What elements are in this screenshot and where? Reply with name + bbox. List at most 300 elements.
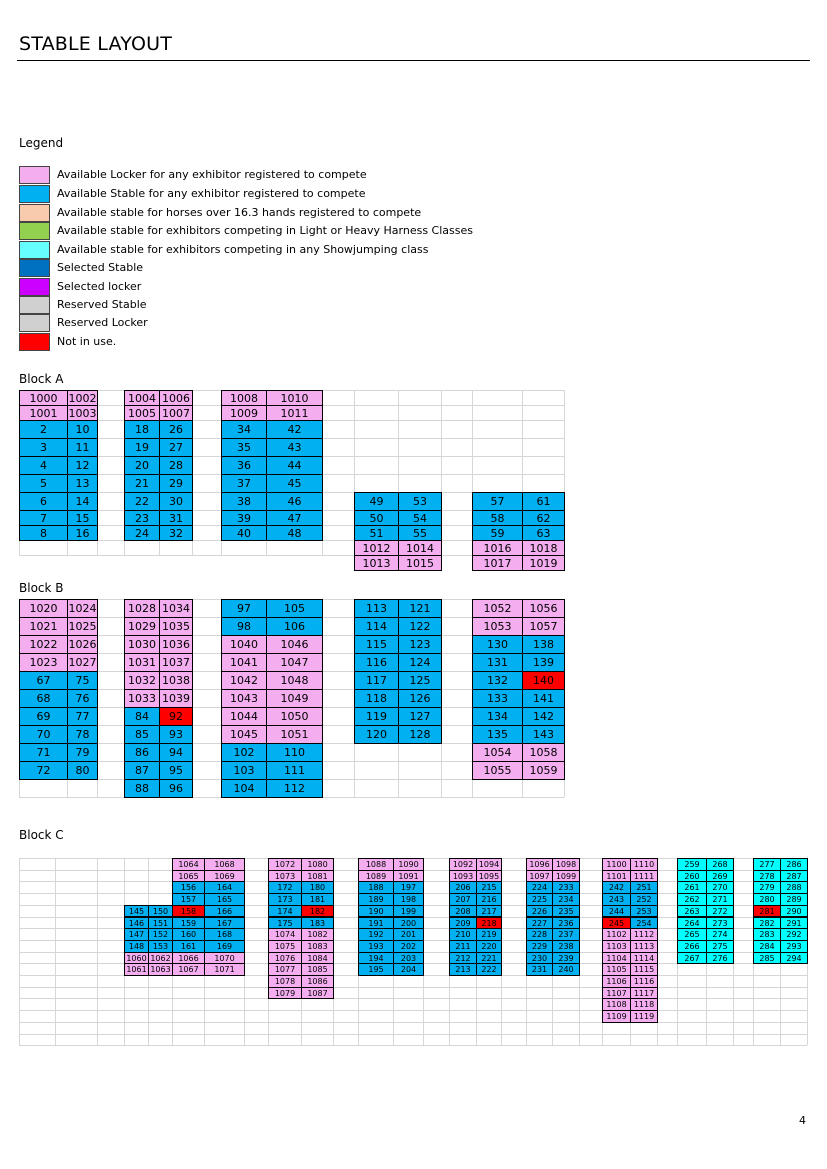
stable-254[interactable]: 254 bbox=[630, 917, 658, 930]
stable-278[interactable]: 278 bbox=[753, 870, 781, 883]
stable-13[interactable]: 13 bbox=[67, 474, 98, 493]
stable-122[interactable]: 122 bbox=[398, 617, 442, 636]
stable-40[interactable]: 40 bbox=[221, 525, 267, 541]
locker-1049[interactable]: 1049 bbox=[266, 689, 323, 708]
stable-143[interactable]: 143 bbox=[522, 725, 565, 744]
stable-293[interactable]: 293 bbox=[780, 940, 808, 953]
stable-226[interactable]: 226 bbox=[526, 905, 553, 918]
locker-1093[interactable]: 1093 bbox=[449, 870, 477, 883]
locker-1016[interactable]: 1016 bbox=[472, 540, 523, 556]
stable-128[interactable]: 128 bbox=[398, 725, 442, 744]
locker-1090[interactable]: 1090 bbox=[393, 858, 424, 871]
locker-1115[interactable]: 1115 bbox=[630, 963, 658, 976]
locker-1098[interactable]: 1098 bbox=[552, 858, 580, 871]
stable-182[interactable]: 182 bbox=[301, 905, 334, 918]
stable-224[interactable]: 224 bbox=[526, 881, 553, 894]
locker-1047[interactable]: 1047 bbox=[266, 653, 323, 672]
locker-1076[interactable]: 1076 bbox=[268, 952, 302, 965]
stable-265[interactable]: 265 bbox=[677, 928, 707, 941]
stable-276[interactable]: 276 bbox=[706, 952, 734, 965]
stable-287[interactable]: 287 bbox=[780, 870, 808, 883]
locker-1073[interactable]: 1073 bbox=[268, 870, 302, 883]
stable-195[interactable]: 195 bbox=[358, 963, 394, 976]
stable-62[interactable]: 62 bbox=[522, 510, 565, 526]
stable-146[interactable]: 146 bbox=[124, 917, 149, 930]
stable-202[interactable]: 202 bbox=[393, 940, 424, 953]
stable-159[interactable]: 159 bbox=[172, 917, 205, 930]
stable-290[interactable]: 290 bbox=[780, 905, 808, 918]
stable-219[interactable]: 219 bbox=[476, 928, 502, 941]
stable-34[interactable]: 34 bbox=[221, 420, 267, 439]
stable-132[interactable]: 132 bbox=[472, 671, 523, 690]
stable-71[interactable]: 71 bbox=[19, 743, 68, 762]
stable-259[interactable]: 259 bbox=[677, 858, 707, 871]
locker-1003[interactable]: 1003 bbox=[68, 407, 97, 420]
locker-1087[interactable]: 1087 bbox=[301, 987, 334, 1000]
stable-18[interactable]: 18 bbox=[124, 420, 160, 439]
stable-140[interactable]: 140 bbox=[522, 671, 565, 690]
locker-1026[interactable]: 1026 bbox=[67, 635, 98, 654]
stable-93[interactable]: 93 bbox=[159, 725, 193, 744]
stable-266[interactable]: 266 bbox=[677, 940, 707, 953]
stable-212[interactable]: 212 bbox=[449, 952, 477, 965]
stable-102[interactable]: 102 bbox=[221, 743, 267, 762]
stable-289[interactable]: 289 bbox=[780, 893, 808, 906]
stable-148[interactable]: 148 bbox=[124, 940, 149, 953]
stable-2[interactable]: 2 bbox=[19, 420, 68, 439]
locker-1025[interactable]: 1025 bbox=[67, 617, 98, 636]
locker-1043[interactable]: 1043 bbox=[221, 689, 267, 708]
locker-1096[interactable]: 1096 bbox=[526, 858, 553, 871]
stable-191[interactable]: 191 bbox=[358, 917, 394, 930]
locker-1106[interactable]: 1106 bbox=[602, 975, 631, 988]
locker-1014[interactable]: 1014 bbox=[398, 540, 442, 556]
stable-156[interactable]: 156 bbox=[172, 881, 205, 894]
locker-1065[interactable]: 1065 bbox=[172, 870, 205, 883]
stable-286[interactable]: 286 bbox=[780, 858, 808, 871]
stable-220[interactable]: 220 bbox=[476, 940, 502, 953]
stable-279[interactable]: 279 bbox=[753, 881, 781, 894]
stable-105[interactable]: 105 bbox=[266, 599, 323, 618]
locker-1055[interactable]: 1055 bbox=[472, 761, 523, 780]
locker-1089[interactable]: 1089 bbox=[358, 870, 394, 883]
stable-215[interactable]: 215 bbox=[476, 881, 502, 894]
stable-261[interactable]: 261 bbox=[677, 881, 707, 894]
locker-1099[interactable]: 1099 bbox=[552, 870, 580, 883]
stable-15[interactable]: 15 bbox=[67, 510, 98, 526]
stable-150[interactable]: 150 bbox=[148, 905, 173, 918]
stable-97[interactable]: 97 bbox=[221, 599, 267, 618]
locker-1038[interactable]: 1038 bbox=[159, 671, 193, 690]
locker-1104[interactable]: 1104 bbox=[602, 952, 631, 965]
locker-1074[interactable]: 1074 bbox=[268, 928, 302, 941]
locker-1020[interactable]: 1020 bbox=[19, 599, 68, 618]
locker-1053[interactable]: 1053 bbox=[472, 617, 523, 636]
stable-244[interactable]: 244 bbox=[602, 905, 631, 918]
stable-235[interactable]: 235 bbox=[552, 905, 580, 918]
locker-1015[interactable]: 1015 bbox=[398, 555, 442, 571]
locker-1024[interactable]: 1024 bbox=[67, 599, 98, 618]
stable-95[interactable]: 95 bbox=[159, 761, 193, 780]
locker-1116[interactable]: 1116 bbox=[630, 975, 658, 988]
locker-1045[interactable]: 1045 bbox=[221, 725, 267, 744]
stable-53[interactable]: 53 bbox=[398, 492, 442, 511]
locker-1018[interactable]: 1018 bbox=[522, 540, 565, 556]
stable-145[interactable]: 145 bbox=[124, 905, 149, 918]
stable-151[interactable]: 151 bbox=[148, 917, 173, 930]
stable-14[interactable]: 14 bbox=[67, 492, 98, 511]
stable-37[interactable]: 37 bbox=[221, 474, 267, 493]
locker-1103[interactable]: 1103 bbox=[602, 940, 631, 953]
stable-88[interactable]: 88 bbox=[124, 779, 160, 798]
stable-87[interactable]: 87 bbox=[124, 761, 160, 780]
stable-139[interactable]: 139 bbox=[522, 653, 565, 672]
stable-237[interactable]: 237 bbox=[552, 928, 580, 941]
stable-130[interactable]: 130 bbox=[472, 635, 523, 654]
locker-1086[interactable]: 1086 bbox=[301, 975, 334, 988]
stable-168[interactable]: 168 bbox=[204, 928, 245, 941]
stable-209[interactable]: 209 bbox=[449, 917, 477, 930]
locker-1036[interactable]: 1036 bbox=[159, 635, 193, 654]
stable-75[interactable]: 75 bbox=[67, 671, 98, 690]
locker-1017[interactable]: 1017 bbox=[472, 555, 523, 571]
locker-1084[interactable]: 1084 bbox=[301, 952, 334, 965]
locker-1032[interactable]: 1032 bbox=[124, 671, 160, 690]
stable-221[interactable]: 221 bbox=[476, 952, 502, 965]
locker-1119[interactable]: 1119 bbox=[630, 1010, 658, 1023]
stable-16[interactable]: 16 bbox=[67, 525, 98, 541]
stable-110[interactable]: 110 bbox=[266, 743, 323, 762]
stable-119[interactable]: 119 bbox=[354, 707, 399, 726]
stable-213[interactable]: 213 bbox=[449, 963, 477, 976]
stable-57[interactable]: 57 bbox=[472, 492, 523, 511]
locker-1022[interactable]: 1022 bbox=[19, 635, 68, 654]
locker-1042[interactable]: 1042 bbox=[221, 671, 267, 690]
stable-35[interactable]: 35 bbox=[221, 438, 267, 457]
locker-1013[interactable]: 1013 bbox=[354, 555, 399, 571]
locker-1070[interactable]: 1070 bbox=[204, 952, 245, 965]
stable-54[interactable]: 54 bbox=[398, 510, 442, 526]
stable-7[interactable]: 7 bbox=[19, 510, 68, 526]
stable-270[interactable]: 270 bbox=[706, 881, 734, 894]
locker-1062[interactable]: 1062 bbox=[148, 952, 173, 965]
locker-1009[interactable]: 1009 bbox=[221, 405, 267, 421]
stable-228[interactable]: 228 bbox=[526, 928, 553, 941]
stable-63[interactable]: 63 bbox=[522, 525, 565, 541]
stable-23[interactable]: 23 bbox=[124, 510, 160, 526]
stable-188[interactable]: 188 bbox=[358, 881, 394, 894]
locker-1033[interactable]: 1033 bbox=[124, 689, 160, 708]
stable-282[interactable]: 282 bbox=[753, 917, 781, 930]
stable-294[interactable]: 294 bbox=[780, 952, 808, 965]
stable-157[interactable]: 157 bbox=[172, 893, 205, 906]
stable-3[interactable]: 3 bbox=[19, 438, 68, 457]
stable-229[interactable]: 229 bbox=[526, 940, 553, 953]
stable-50[interactable]: 50 bbox=[354, 510, 399, 526]
locker-1021[interactable]: 1021 bbox=[19, 617, 68, 636]
locker-1091[interactable]: 1091 bbox=[393, 870, 424, 883]
stable-78[interactable]: 78 bbox=[67, 725, 98, 744]
locker-1108[interactable]: 1108 bbox=[602, 998, 631, 1011]
stable-61[interactable]: 61 bbox=[522, 492, 565, 511]
locker-1031[interactable]: 1031 bbox=[124, 653, 160, 672]
stable-284[interactable]: 284 bbox=[753, 940, 781, 953]
stable-200[interactable]: 200 bbox=[393, 917, 424, 930]
locker-1012[interactable]: 1012 bbox=[354, 540, 399, 556]
stable-123[interactable]: 123 bbox=[398, 635, 442, 654]
locker-1111[interactable]: 1111 bbox=[630, 870, 658, 883]
locker-1088[interactable]: 1088 bbox=[358, 858, 394, 871]
stable-5[interactable]: 5 bbox=[19, 474, 68, 493]
stable-165[interactable]: 165 bbox=[204, 893, 245, 906]
stable-142[interactable]: 142 bbox=[522, 707, 565, 726]
stable-199[interactable]: 199 bbox=[393, 905, 424, 918]
stable-125[interactable]: 125 bbox=[398, 671, 442, 690]
stable-222[interactable]: 222 bbox=[476, 963, 502, 976]
locker-1041[interactable]: 1041 bbox=[221, 653, 267, 672]
stable-181[interactable]: 181 bbox=[301, 893, 334, 906]
stable-273[interactable]: 273 bbox=[706, 917, 734, 930]
stable-48[interactable]: 48 bbox=[266, 525, 323, 541]
stable-240[interactable]: 240 bbox=[552, 963, 580, 976]
stable-206[interactable]: 206 bbox=[449, 881, 477, 894]
locker-1027[interactable]: 1027 bbox=[67, 653, 98, 672]
locker-1079[interactable]: 1079 bbox=[268, 987, 302, 1000]
stable-272[interactable]: 272 bbox=[706, 905, 734, 918]
stable-285[interactable]: 285 bbox=[753, 952, 781, 965]
locker-1048[interactable]: 1048 bbox=[266, 671, 323, 690]
stable-189[interactable]: 189 bbox=[358, 893, 394, 906]
locker-1030[interactable]: 1030 bbox=[124, 635, 160, 654]
stable-27[interactable]: 27 bbox=[159, 438, 193, 457]
locker-1052[interactable]: 1052 bbox=[472, 599, 523, 618]
stable-277[interactable]: 277 bbox=[753, 858, 781, 871]
stable-96[interactable]: 96 bbox=[159, 779, 193, 798]
stable-103[interactable]: 103 bbox=[221, 761, 267, 780]
stable-69[interactable]: 69 bbox=[19, 707, 68, 726]
locker-1005[interactable]: 1005 bbox=[124, 405, 160, 421]
locker-1040[interactable]: 1040 bbox=[221, 635, 267, 654]
locker-1002[interactable]: 1002 bbox=[68, 392, 97, 405]
stable-203[interactable]: 203 bbox=[393, 952, 424, 965]
stable-197[interactable]: 197 bbox=[393, 881, 424, 894]
stable-22[interactable]: 22 bbox=[124, 492, 160, 511]
stable-45[interactable]: 45 bbox=[266, 474, 323, 493]
stable-79[interactable]: 79 bbox=[67, 743, 98, 762]
stable-124[interactable]: 124 bbox=[398, 653, 442, 672]
stable-117[interactable]: 117 bbox=[354, 671, 399, 690]
locker-1050[interactable]: 1050 bbox=[266, 707, 323, 726]
stable-43[interactable]: 43 bbox=[266, 438, 323, 457]
stable-131[interactable]: 131 bbox=[472, 653, 523, 672]
stable-20[interactable]: 20 bbox=[124, 456, 160, 475]
stable-291[interactable]: 291 bbox=[780, 917, 808, 930]
stable-153[interactable]: 153 bbox=[148, 940, 173, 953]
stable-104[interactable]: 104 bbox=[221, 779, 267, 798]
stable-92[interactable]: 92 bbox=[159, 707, 193, 726]
stable-218[interactable]: 218 bbox=[476, 917, 502, 930]
stable-160[interactable]: 160 bbox=[172, 928, 205, 941]
stable-121[interactable]: 121 bbox=[398, 599, 442, 618]
stable-253[interactable]: 253 bbox=[630, 905, 658, 918]
stable-12[interactable]: 12 bbox=[67, 456, 98, 475]
stable-112[interactable]: 112 bbox=[266, 779, 323, 798]
stable-158[interactable]: 158 bbox=[172, 905, 205, 918]
locker-1072[interactable]: 1072 bbox=[268, 858, 302, 871]
stable-113[interactable]: 113 bbox=[354, 599, 399, 618]
stable-239[interactable]: 239 bbox=[552, 952, 580, 965]
stable-126[interactable]: 126 bbox=[398, 689, 442, 708]
locker-1056[interactable]: 1056 bbox=[522, 599, 565, 618]
locker-1101[interactable]: 1101 bbox=[602, 870, 631, 883]
stable-180[interactable]: 180 bbox=[301, 881, 334, 894]
stable-217[interactable]: 217 bbox=[476, 905, 502, 918]
stable-135[interactable]: 135 bbox=[472, 725, 523, 744]
stable-243[interactable]: 243 bbox=[602, 893, 631, 906]
stable-39[interactable]: 39 bbox=[221, 510, 267, 526]
stable-127[interactable]: 127 bbox=[398, 707, 442, 726]
stable-55[interactable]: 55 bbox=[398, 525, 442, 541]
locker-1109[interactable]: 1109 bbox=[602, 1010, 631, 1023]
stable-11[interactable]: 11 bbox=[67, 438, 98, 457]
stable-194[interactable]: 194 bbox=[358, 952, 394, 965]
locker-1000[interactable]: 1000 bbox=[19, 390, 68, 406]
stable-76[interactable]: 76 bbox=[67, 689, 98, 708]
locker-1007[interactable]: 1007 bbox=[159, 405, 193, 421]
locker-1010[interactable]: 1010 bbox=[266, 390, 323, 406]
stable-231[interactable]: 231 bbox=[526, 963, 553, 976]
locker-1028[interactable]: 1028 bbox=[124, 599, 160, 618]
locker-1105[interactable]: 1105 bbox=[602, 963, 631, 976]
stable-29[interactable]: 29 bbox=[159, 474, 193, 493]
locker-1035[interactable]: 1035 bbox=[159, 617, 193, 636]
stable-193[interactable]: 193 bbox=[358, 940, 394, 953]
stable-245[interactable]: 245 bbox=[602, 917, 631, 930]
stable-161[interactable]: 161 bbox=[172, 940, 205, 953]
stable-36[interactable]: 36 bbox=[221, 456, 267, 475]
stable-42[interactable]: 42 bbox=[266, 420, 323, 439]
stable-134[interactable]: 134 bbox=[472, 707, 523, 726]
stable-260[interactable]: 260 bbox=[677, 870, 707, 883]
stable-274[interactable]: 274 bbox=[706, 928, 734, 941]
stable-106[interactable]: 106 bbox=[266, 617, 323, 636]
locker-1081[interactable]: 1081 bbox=[301, 870, 334, 883]
stable-114[interactable]: 114 bbox=[354, 617, 399, 636]
stable-263[interactable]: 263 bbox=[677, 905, 707, 918]
locker-1095[interactable]: 1095 bbox=[476, 870, 502, 883]
stable-6[interactable]: 6 bbox=[19, 492, 68, 511]
stable-80[interactable]: 80 bbox=[67, 761, 98, 780]
locker-1037[interactable]: 1037 bbox=[159, 653, 193, 672]
stable-28[interactable]: 28 bbox=[159, 456, 193, 475]
stable-230[interactable]: 230 bbox=[526, 952, 553, 965]
stable-207[interactable]: 207 bbox=[449, 893, 477, 906]
stable-169[interactable]: 169 bbox=[204, 940, 245, 953]
locker-1001[interactable]: 1001 bbox=[19, 405, 68, 421]
stable-30[interactable]: 30 bbox=[159, 492, 193, 511]
stable-70[interactable]: 70 bbox=[19, 725, 68, 744]
locker-1080[interactable]: 1080 bbox=[301, 858, 334, 871]
locker-1117[interactable]: 1117 bbox=[630, 987, 658, 1000]
locker-1066[interactable]: 1066 bbox=[172, 952, 205, 965]
locker-1112[interactable]: 1112 bbox=[630, 928, 658, 941]
locker-1008[interactable]: 1008 bbox=[221, 390, 267, 406]
locker-1063[interactable]: 1063 bbox=[148, 963, 173, 976]
locker-1092[interactable]: 1092 bbox=[449, 858, 477, 871]
stable-98[interactable]: 98 bbox=[221, 617, 267, 636]
locker-1060[interactable]: 1060 bbox=[124, 952, 149, 965]
stable-47[interactable]: 47 bbox=[266, 510, 323, 526]
locker-1100[interactable]: 1100 bbox=[602, 858, 631, 871]
stable-208[interactable]: 208 bbox=[449, 905, 477, 918]
stable-288[interactable]: 288 bbox=[780, 881, 808, 894]
stable-175[interactable]: 175 bbox=[268, 917, 302, 930]
locker-1004[interactable]: 1004 bbox=[124, 390, 160, 406]
stable-174[interactable]: 174 bbox=[268, 905, 302, 918]
stable-31[interactable]: 31 bbox=[159, 510, 193, 526]
stable-192[interactable]: 192 bbox=[358, 928, 394, 941]
stable-118[interactable]: 118 bbox=[354, 689, 399, 708]
stable-59[interactable]: 59 bbox=[472, 525, 523, 541]
stable-190[interactable]: 190 bbox=[358, 905, 394, 918]
locker-1114[interactable]: 1114 bbox=[630, 952, 658, 965]
stable-236[interactable]: 236 bbox=[552, 917, 580, 930]
stable-24[interactable]: 24 bbox=[124, 525, 160, 541]
locker-1034[interactable]: 1034 bbox=[159, 599, 193, 618]
locker-1118[interactable]: 1118 bbox=[630, 998, 658, 1011]
locker-1061[interactable]: 1061 bbox=[124, 963, 149, 976]
stable-32[interactable]: 32 bbox=[159, 525, 193, 541]
locker-1039[interactable]: 1039 bbox=[159, 689, 193, 708]
stable-85[interactable]: 85 bbox=[124, 725, 160, 744]
stable-67[interactable]: 67 bbox=[19, 671, 68, 690]
locker-1068[interactable]: 1068 bbox=[204, 858, 245, 871]
locker-1023[interactable]: 1023 bbox=[19, 653, 68, 672]
stable-269[interactable]: 269 bbox=[706, 870, 734, 883]
stable-280[interactable]: 280 bbox=[753, 893, 781, 906]
locker-1059[interactable]: 1059 bbox=[522, 761, 565, 780]
stable-281[interactable]: 281 bbox=[753, 905, 781, 918]
stable-8[interactable]: 8 bbox=[19, 525, 68, 541]
stable-252[interactable]: 252 bbox=[630, 893, 658, 906]
stable-268[interactable]: 268 bbox=[706, 858, 734, 871]
stable-44[interactable]: 44 bbox=[266, 456, 323, 475]
stable-94[interactable]: 94 bbox=[159, 743, 193, 762]
stable-201[interactable]: 201 bbox=[393, 928, 424, 941]
locker-1083[interactable]: 1083 bbox=[301, 940, 334, 953]
stable-152[interactable]: 152 bbox=[148, 928, 173, 941]
stable-233[interactable]: 233 bbox=[552, 881, 580, 894]
stable-292[interactable]: 292 bbox=[780, 928, 808, 941]
locker-1067[interactable]: 1067 bbox=[172, 963, 205, 976]
stable-238[interactable]: 238 bbox=[552, 940, 580, 953]
stable-275[interactable]: 275 bbox=[706, 940, 734, 953]
stable-172[interactable]: 172 bbox=[268, 881, 302, 894]
locker-1019[interactable]: 1019 bbox=[522, 555, 565, 571]
stable-115[interactable]: 115 bbox=[354, 635, 399, 654]
stable-77[interactable]: 77 bbox=[67, 707, 98, 726]
locker-1044[interactable]: 1044 bbox=[221, 707, 267, 726]
locker-1051[interactable]: 1051 bbox=[266, 725, 323, 744]
stable-198[interactable]: 198 bbox=[393, 893, 424, 906]
locker-1085[interactable]: 1085 bbox=[301, 963, 334, 976]
locker-1029[interactable]: 1029 bbox=[124, 617, 160, 636]
stable-120[interactable]: 120 bbox=[354, 725, 399, 744]
locker-1077[interactable]: 1077 bbox=[268, 963, 302, 976]
stable-264[interactable]: 264 bbox=[677, 917, 707, 930]
stable-38[interactable]: 38 bbox=[221, 492, 267, 511]
locker-1071[interactable]: 1071 bbox=[204, 963, 245, 976]
